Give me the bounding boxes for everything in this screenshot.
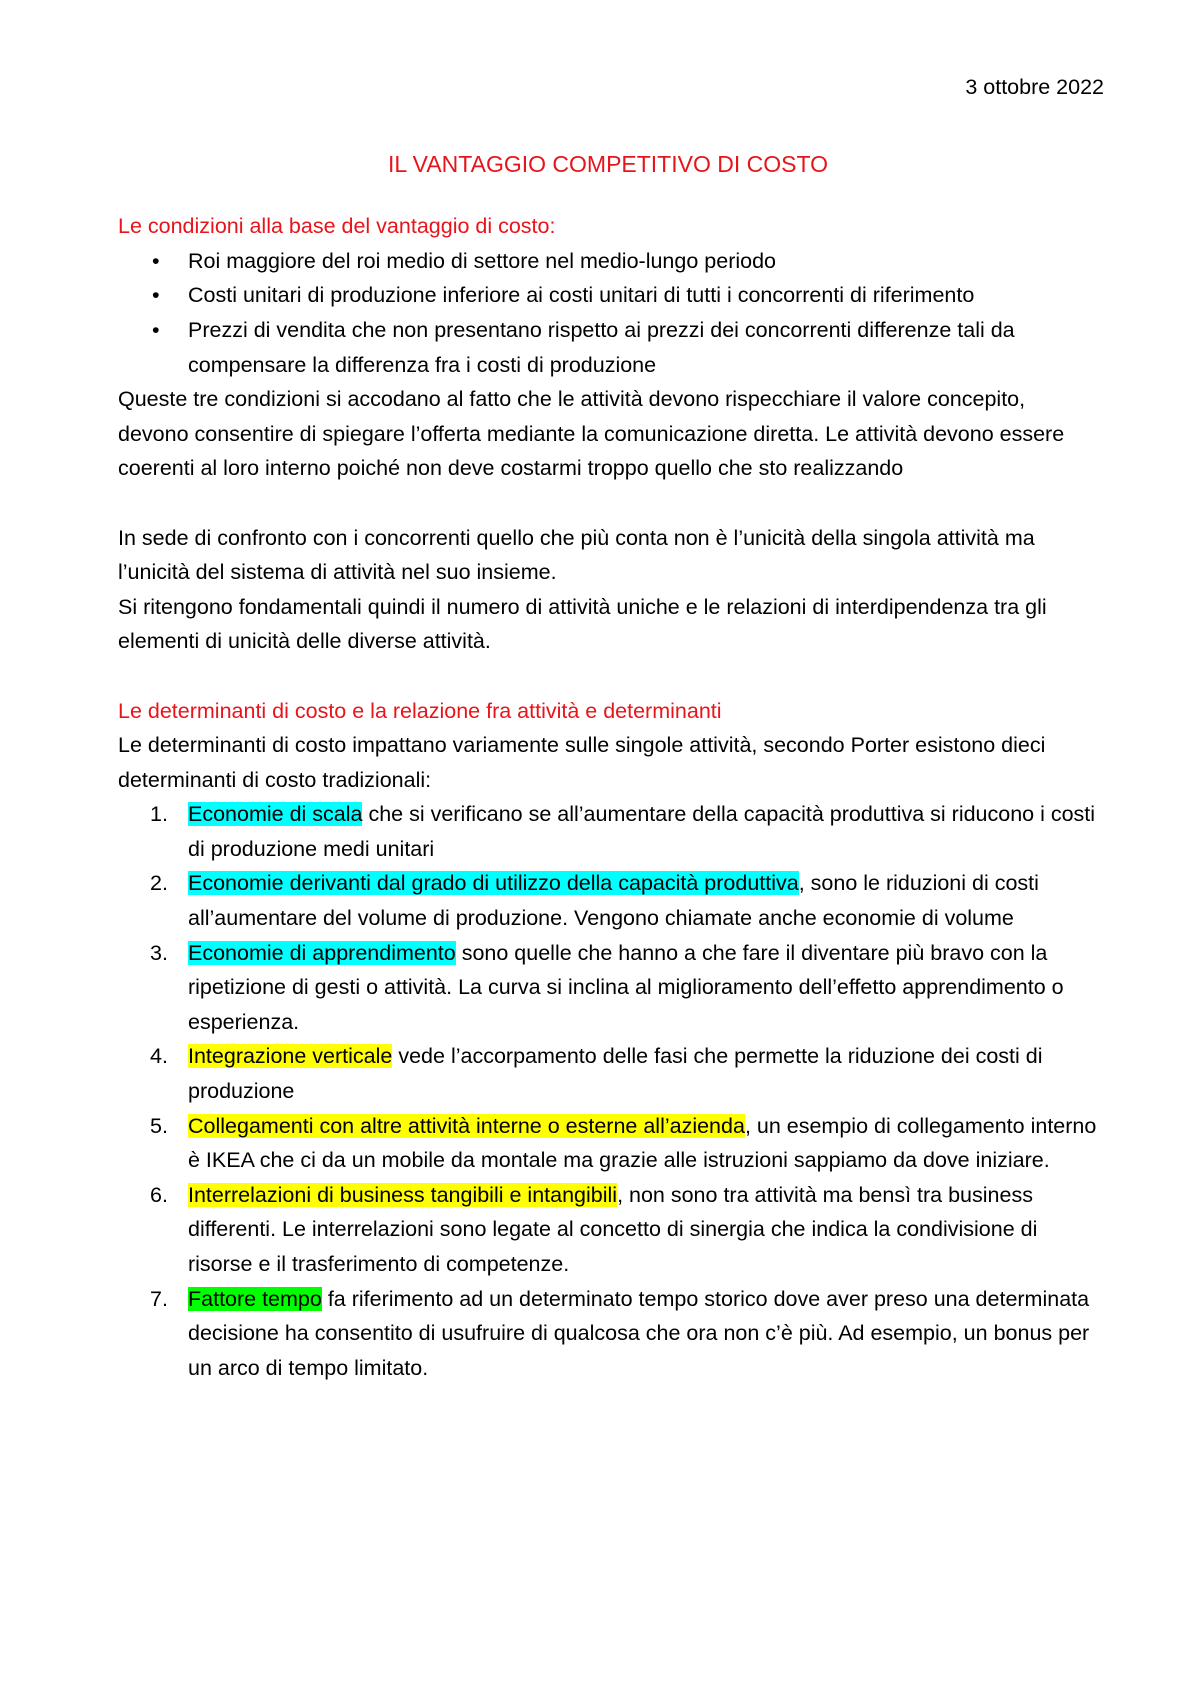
blank-line [118,659,1098,694]
item-number: 3. [150,940,168,965]
item-number: 2. [150,871,168,896]
blank-line [118,486,1098,521]
highlighted-term: Economie di scala [188,802,363,827]
item-description: sono quelle che hanno a che fare il diventare più bravo con la ripetizione di gesti o attività. La curva si inclina al miglioramento dell’effetto apprendimento o esperienza. [188,940,1064,1034]
highlighted-term: Economie derivanti dal grado di utilizzo della capacità produttiva [188,871,799,896]
highlighted-term: Interrelazioni di business tangibili e intangibili [188,1182,618,1207]
highlighted-term: Integrazione verticale [188,1044,393,1069]
determinant-item [118,1109,1098,1178]
list-item: • Prezzi di vendita che non presentano rispetto ai prezzi dei concorrenti differenze tali da compensare la differenza fra i costi di produzione [118,313,1098,382]
document-date: 3 ottobre 2022 [965,75,1104,99]
conditions-list [118,244,1098,382]
document-title: IL VANTAGGIO COMPETITIVO DI COSTO [387,150,829,177]
list-item: • Roi maggiore del roi medio di settore nel medio-lungo periodo [118,244,1098,279]
item-description: , non sono tra attività ma bensì tra business differenti. Le interrelazioni sono legate al concetto di sinergia che indica la condivisione di risorse e il trasferimento di competenze. [188,1182,1038,1276]
item-number: 1. [150,802,168,827]
item-description: fa riferimento ad un determinato tempo storico dove aver preso una determinata decisione ha consentito di usufruire di qualcosa che ora non c’è più. Ad esempio, un bonus per un arco di tempo limitato. [188,1286,1090,1380]
section-heading-determinants: Le determinanti di costo e la relazione fra attività e determinanti [118,698,722,723]
determinant-item [118,936,1098,1040]
highlighted-term: Collegamenti con altre attività interne o esterne all’azienda [188,1113,745,1138]
item-number: 4. [150,1044,168,1069]
paragraph-conditions: Queste tre condizioni si accodano al fatto che le attività devono rispecchiare il valore concepito, devono consentire di spiegare l’offerta mediante la comunicazione diretta. Le attività devono essere coerenti al loro interno poiché non deve costarmi troppo quello che sto realizzando [118,387,1065,481]
determinant-item [118,866,1098,935]
item-number: 6. [150,1182,168,1207]
determinants-list [118,797,1098,1385]
determinant-item [118,1282,1098,1386]
determinant-item [118,1178,1098,1282]
item-description: che si verificano se all’aumentare della capacità produttiva si riducono i costi di produzione medi unitari [188,802,1096,861]
highlighted-term: Fattore tempo [188,1286,322,1311]
item-number: 5. [150,1113,168,1138]
paragraph-uniqueness: In sede di confronto con i concorrenti quello che più conta non è l’unicità della singola attività ma l’unicità del sistema di attività nel suo insieme. [118,525,1035,585]
item-description: vede l’accorpamento delle fasi che permette la riduzione dei costi di produzione [188,1044,1043,1104]
item-description: , un esempio di collegamento interno è IKEA che ci da un mobile da montale ma grazie alle istruzioni sappiamo da dove iniziare. [188,1113,1097,1173]
determinant-item [118,797,1098,866]
list-item: • Costi unitari di produzione inferiore ai costi unitari di tutti i concorrenti di riferimento [118,278,1098,313]
document-page [118,70,1104,1385]
paragraph-interdependence: Si ritengono fondamentali quindi il numero di attività uniche e le relazioni di interdipendenza tra gli elementi di unicità delle diverse attività. [118,594,1047,654]
section-heading-conditions: Le condizioni alla base del vantaggio di costo: [118,214,556,239]
determinant-item [118,1039,1098,1108]
item-number: 7. [150,1286,168,1311]
item-description: , sono le riduzioni di costi all’aumentare del volume di produzione. Vengono chiamate anche economie di volume [188,871,1039,931]
paragraph-determinants-intro: Le determinanti di costo impattano variamente sulle singole attività, secondo Porter esistono dieci determinanti di costo tradizionali: [118,733,1046,792]
highlighted-term: Economie di apprendimento [188,940,456,965]
